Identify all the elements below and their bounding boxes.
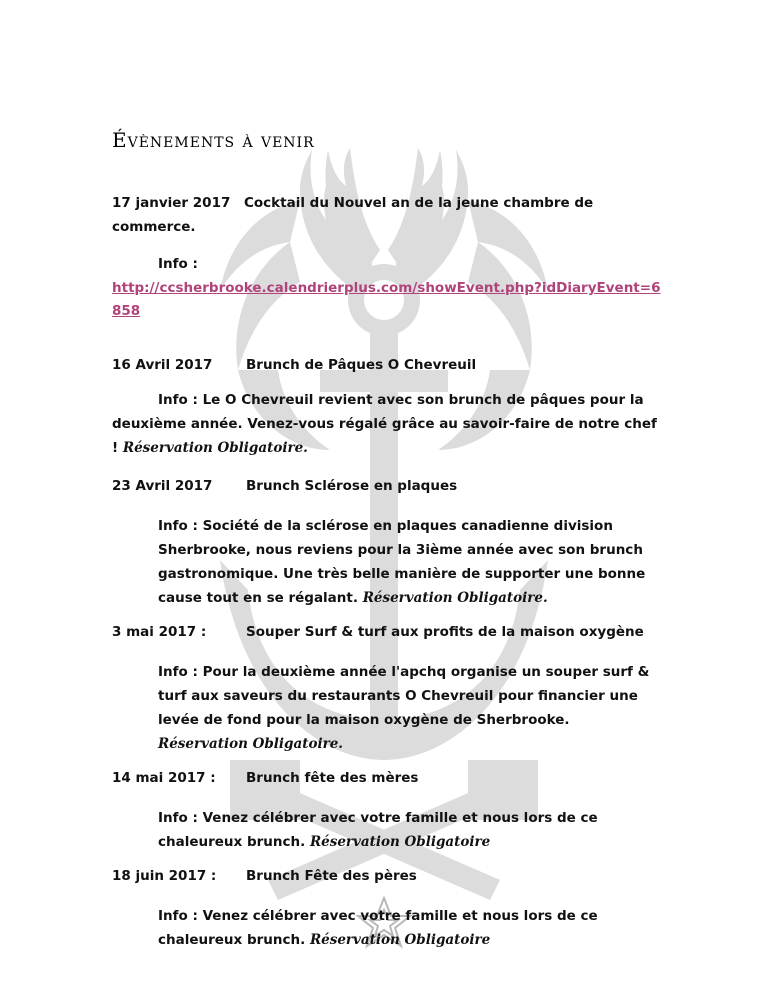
event-info-last	[158, 928, 490, 952]
reservation-note: Réservation Obligatoire.	[122, 440, 308, 456]
event-info: Info : Venez célébrer avec votre famille et nous lors de ce	[158, 908, 598, 924]
event-name: Brunch Fête des pères	[246, 868, 417, 884]
event-date: 3 mai 2017 :	[112, 624, 207, 640]
event-info: Info : Le O Chevreuil revient avec son brunch de pâques pour la	[158, 392, 644, 408]
event-date: 23 Avril 2017	[112, 478, 213, 494]
event-info: turf aux saveurs du restaurants O Chevreuil pour financier une	[158, 688, 638, 704]
event-name: Brunch de Pâques O Chevreuil	[246, 357, 477, 373]
event-info: gastronomique. Une très belle manière de supporter une bonne	[158, 566, 646, 582]
event-date: 18 juin 2017 :	[112, 868, 217, 884]
event-name: Souper Surf & turf aux profits de la maison oxygène	[246, 624, 644, 640]
event-info-last	[158, 830, 490, 854]
event-info: Info : Pour la deuxième année l'apchq organise un souper surf &	[158, 664, 650, 680]
event-name: Brunch Sclérose en plaques	[246, 478, 458, 494]
event-info: Sherbrooke, nous reviens pour la 3ième année avec son brunch	[158, 542, 643, 558]
event-date: 17 janvier 2017	[112, 195, 231, 211]
event-date: 14 mai 2017 :	[112, 770, 216, 786]
info-label: Info :	[158, 256, 198, 272]
event-info-last	[112, 440, 308, 456]
event-name: Cocktail du Nouvel an de la jeune chambre de	[244, 195, 594, 211]
event-info: Info : Venez célébrer avec votre famille et nous lors de ce	[158, 810, 598, 826]
event-info: chaleureux brunch.	[158, 834, 306, 850]
event-name-continued: commerce.	[112, 219, 196, 235]
reservation-note: Réservation Obligatoire	[309, 834, 491, 850]
event-link[interactable]: http://ccsherbrooke.calendrierplus.com/showEvent.php?idDiaryEvent=6	[112, 280, 661, 296]
event-link-continued[interactable]: 858	[112, 303, 141, 319]
page-title: Évènements à venir	[112, 128, 315, 152]
reservation-note: Réservation Obligatoire.	[158, 736, 343, 752]
event-info: cause tout en se régalant.	[158, 590, 358, 606]
event-info: Info : Société de la sclérose en plaques canadienne division	[158, 518, 613, 534]
event-name: Brunch fête des mères	[246, 770, 419, 786]
reservation-note: Réservation Obligatoire	[309, 932, 491, 948]
event-info-last	[158, 586, 548, 610]
reservation-note: Réservation Obligatoire.	[362, 590, 548, 606]
event-info: deuxième année. Venez-vous régalé grâce au savoir-faire de notre chef	[112, 416, 657, 432]
event-info: levée de fond pour la maison oxygène de Sherbrooke.	[158, 712, 570, 728]
event-date: 16 Avril 2017	[112, 357, 213, 373]
event-info: !	[112, 440, 119, 456]
event-info: chaleureux brunch.	[158, 932, 306, 948]
